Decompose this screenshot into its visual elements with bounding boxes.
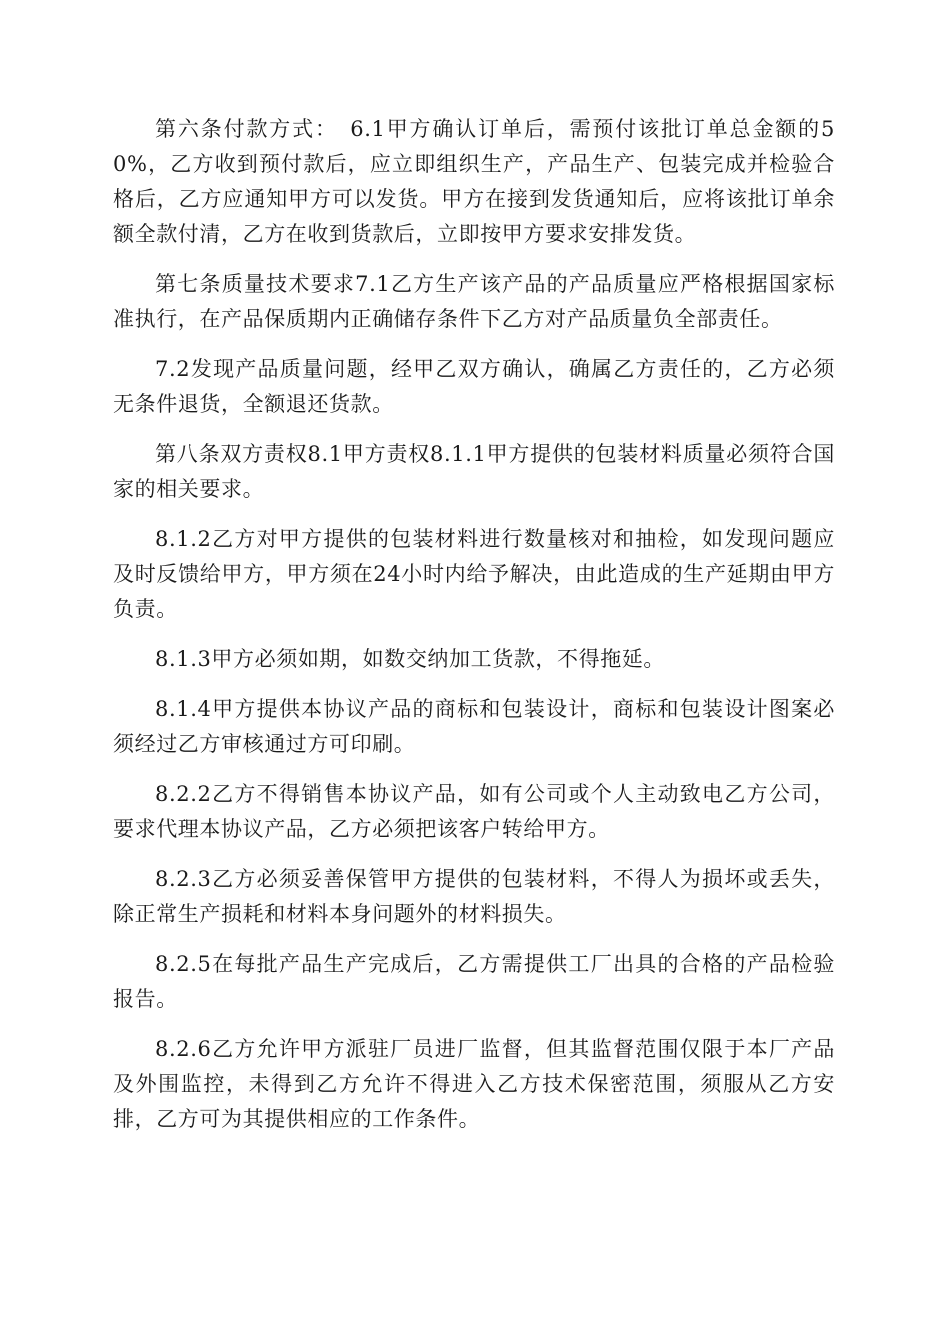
paragraph-inspection-report: 8.2.5在每批产品生产完成后，乙方需提供工厂出具的合格的产品检验报告。 (113, 952, 835, 1011)
paragraph-payment-terms: 第六条付款方式： 6.1甲方确认订单后，需预付该批订单总金额的50%，乙方收到预付款后，应立即组织生产，产品生产、包装完成并检验合格后，乙方应通知甲方可以发货。甲方在接到发货通知后，应将该批订单余额全款付清，乙方在收到货款后，立即按甲方要求安排发货。 (113, 117, 835, 246)
paragraph-trademark-design: 8.1.4甲方提供本协议产品的商标和包装设计，商标和包装设计图案必须经过乙方审核通过方可印刷。 (113, 697, 835, 756)
paragraph-party-a-packaging: 第八条双方责权8.1甲方责权8.1.1甲方提供的包装材料质量必须符合国家的相关要求。 (113, 442, 835, 501)
paragraph-no-sales: 8.2.2乙方不得销售本协议产品，如有公司或个人主动致电乙方公司，要求代理本协议产品，乙方必须把该客户转给甲方。 (113, 782, 835, 841)
document-body (113, 112, 835, 1152)
paragraph-material-custody: 8.2.3乙方必须妥善保管甲方提供的包装材料，不得人为损坏或丢失，除正常生产损耗和材料本身问题外的材料损失。 (113, 867, 835, 926)
paragraph-payment-on-time: 8.1.3甲方必须如期，如数交纳加工货款，不得拖延。 (155, 647, 666, 671)
paragraph-quality-issue-return: 7.2发现产品质量问题，经甲乙双方确认，确属乙方责任的，乙方必须无条件退货，全额退还货款。 (113, 357, 835, 416)
paragraph-quality-requirements: 第七条质量技术要求7.1乙方生产该产品的产品质量应严格根据国家标准执行，在产品保质期内正确储存条件下乙方对产品质量负全部责任。 (113, 272, 835, 331)
paragraph-factory-supervision: 8.2.6乙方允许甲方派驻厂员进厂监督，但其监督范围仅限于本厂产品及外围监控，未得到乙方允许不得进入乙方技术保密范围，须服从乙方安排，乙方可为其提供相应的工作条件。 (113, 1037, 835, 1131)
paragraph-packaging-inspection: 8.1.2乙方对甲方提供的包装材料进行数量核对和抽检，如发现问题应及时反馈给甲方，甲方须在24小时内给予解决，由此造成的生产延期由甲方负责。 (113, 527, 835, 621)
